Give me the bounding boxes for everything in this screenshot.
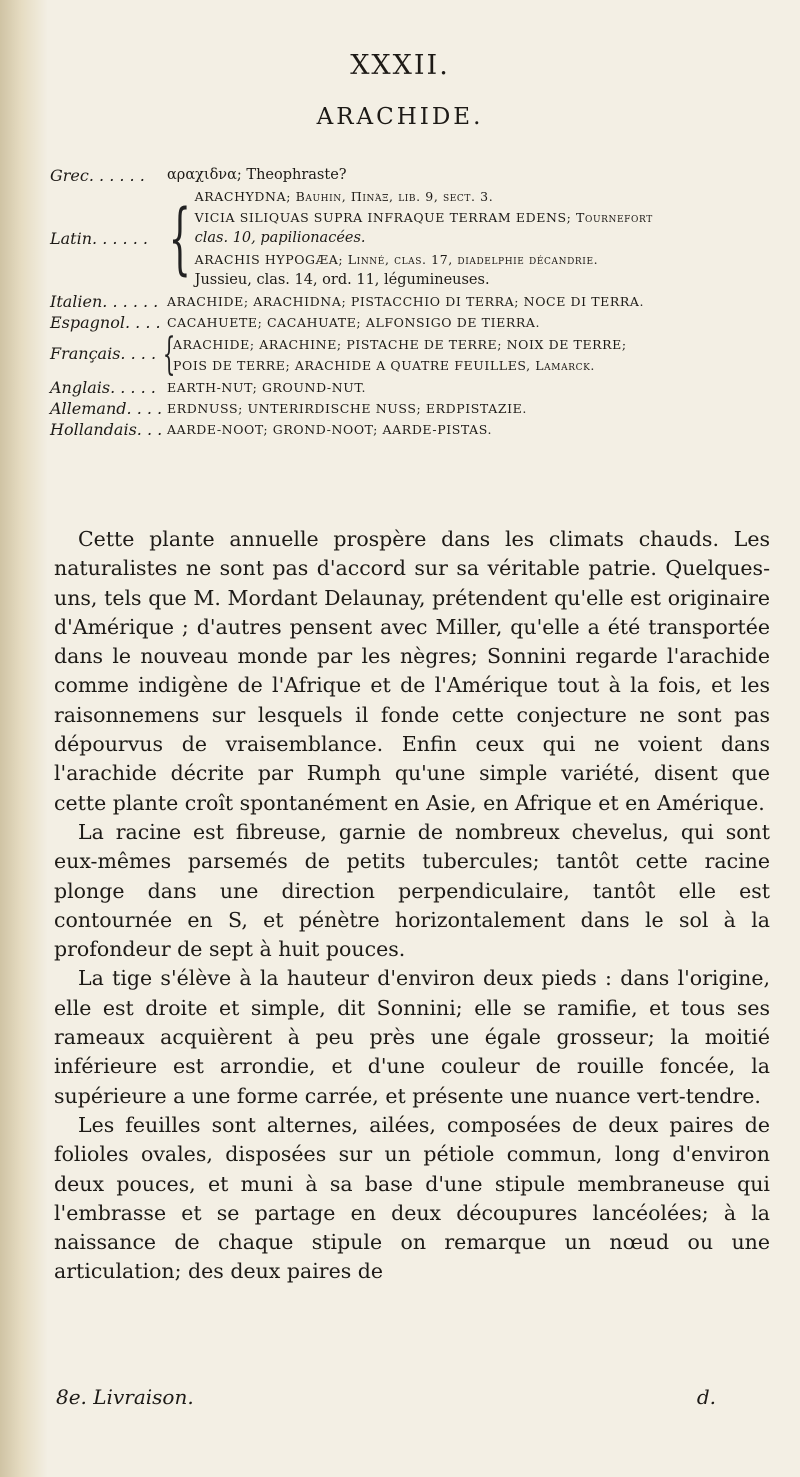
synonym-row-francais [50, 329, 770, 380]
synonym-group [167, 186, 653, 291]
synonym-text: CACAHUETE; CACAHUATE; ALFONSIGO DE TIERRA. [167, 315, 541, 330]
synonym-row-allemand [50, 398, 770, 419]
gathering-mark: d. [696, 1385, 716, 1409]
synonym-line: Jussieu, clas. 14, ord. 11, légumineuses. [194, 272, 490, 288]
paragraph: Les feuilles sont alternes, ailées, composées de deux paires de folioles ovales, disposées sur un pétiole commun, long d'environ deux pouces, et muni à sa base d'une stipule membraneuse qui l'embrasse et se partage en deux découpures lancéolées; à la naissance de chaque stipule on remarque un nœud ou une articulation; des deux paires de [54, 1112, 770, 1284]
brace-icon: { [168, 193, 191, 284]
synonym-group [162, 329, 627, 380]
lang-label: Allemand. . . . [50, 399, 163, 418]
synonym-line: POIS DE TERRE; ARACHIDE A QUATRE FEUILLES, Lamarck. [173, 358, 595, 373]
synonym-text: αραχιδνα; Theophraste? [167, 167, 347, 183]
synonym-text: ERDNUSS; UNTERIRDISCHE NUSS; ERDPISTAZIE. [167, 401, 527, 416]
synonym-text: AARDE-NOOT; GROND-NOOT; AARDE-PISTAS. [167, 422, 493, 437]
synonym-row-latin [50, 186, 770, 291]
synonym-line: ARACHIS HYPOGÆA; Linné, clas. 17, diadelphie décandrie. [194, 252, 599, 267]
synonym-row-italien [50, 291, 770, 312]
synonym-text: EARTH-NUT; GROUND-NUT. [167, 380, 367, 395]
synonym-line: clas. 10, papilionacées. [194, 230, 366, 246]
paragraph: La tige s'élève à la hauteur d'environ deux pieds : dans l'origine, elle est droite et simple, dit Sonnini; elle se ramifie, et tous ses rameaux acquièrent à peu près une égale grosseur; la moitié inférieure est arrondie, et d'une couleur de rouille foncée, la supérieure a une forme carrée, et présente une nuance vert-tendre. [54, 966, 770, 1108]
lang-label: Anglais. . . . . [50, 378, 156, 397]
lang-label: Espagnol. . . . [50, 313, 161, 332]
synonym-row-hollandais [50, 419, 770, 440]
page-footer [56, 1385, 756, 1409]
paragraph: La racine est fibreuse, garnie de nombreux chevelus, qui sont eux-mêmes parsemés de petits tubercules; tantôt cette racine plonge dans une direction perpendiculaire, tantôt elle est contournée en S, et pénètre horizontalement dans le sol à la profondeur de sept à huit pouces. [54, 819, 770, 962]
lang-label: Grec. . . . . . [50, 166, 145, 185]
lang-label: Français. . . . [50, 344, 157, 363]
body-text [54, 525, 770, 1287]
lang-label: Italien. . . . . . [50, 292, 159, 311]
synonym-list [173, 334, 627, 376]
lang-label: Latin. . . . . . [50, 229, 148, 248]
synonyms-block [50, 165, 770, 440]
lang-label: Hollandais. . . [50, 420, 163, 439]
brace-icon: { [162, 329, 176, 380]
chapter-number: XXXII. [350, 50, 450, 81]
synonym-line: VICIA SILIQUAS SUPRA INFRAQUE TERRAM EDENS; Tournefort [194, 210, 653, 225]
synonym-row-anglais [50, 377, 770, 398]
synonym-row-grec [50, 165, 770, 186]
paragraph: Cette plante annuelle prospère dans les climats chauds. Les naturalistes ne sont pas d'accord sur sa véritable patrie. Quelques-uns, tels que M. Mordant Delaunay, prétendent qu'elle est originaire d'Amérique ; d'autres pensent avec Miller, qu'elle a été transportée dans le nouveau monde par les nègres; Sonnini regarde l'arachide comme indigène de l'Afrique et de l'Amérique tout à la fois, et les raisonnemens sur lesquels il fonde cette conjecture ne sont pas dépourvus de vraisemblance. Enfin ceux qui ne voient dans l'arachide décrite par Rumph qu'une simple variété, disent que cette plante croît spontanément en Asie, en Afrique et en Amérique. [54, 527, 770, 815]
synonym-line: ARACHIDE; ARACHINE; PISTACHE DE TERRE; NOIX DE TERRE; [173, 337, 627, 352]
synonym-text: ARACHIDE; ARACHIDNA; PISTACCHIO DI TERRA; NOCE DI TERRA. [167, 294, 645, 309]
page-title: ARACHIDE. [316, 104, 484, 130]
signature-mark: 8e. Livraison. [56, 1385, 194, 1409]
synonym-row-espagnol [50, 312, 770, 333]
synonym-list [195, 186, 653, 291]
synonym-line: ARACHYDNA; Bauhin, Πινάξ, lib. 9, sect. 3. [194, 189, 494, 204]
